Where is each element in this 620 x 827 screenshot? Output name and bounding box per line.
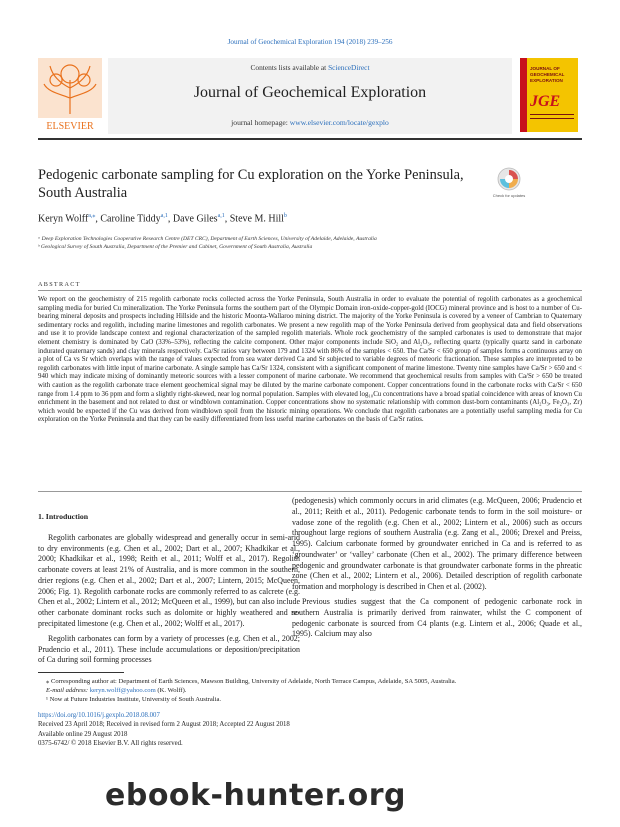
crossmark-label: Check for updates <box>492 193 526 198</box>
doi-link[interactable]: https://doi.org/10.1016/j.gexplo.2018.08.007 <box>38 712 160 719</box>
homepage-line <box>108 118 512 127</box>
affiliations <box>38 235 578 251</box>
available-online: Available online 29 August 2018 <box>38 730 128 738</box>
elsevier-logo <box>38 58 102 132</box>
abstract-label: ABSTRACT <box>38 281 81 288</box>
email-label: E-mail address: <box>46 687 90 694</box>
contents-line <box>108 63 512 72</box>
received-dates: Received 23 April 2018; Received in revised form 2 August 2018; Accepted 22 August 2018 <box>38 721 290 729</box>
affiliation-a: ᵃ Deep Exploration Technologies Cooperative Research Centre (DET CRC), Department of Earth Sciences, University of Adelaide, Adelaide, Australia <box>38 236 377 242</box>
svg-text:JOURNAL OF: JOURNAL OF <box>530 66 560 71</box>
footnotes <box>38 677 582 704</box>
footnote-divider <box>38 672 124 673</box>
body-paragraph: Previous studies suggest that the Ca component of pedogenic carbonate rock in southern Australia is primarily derived from rainwater, whilst the C component of pedogenic carbonate is sourced from C4 plants (e.g. Lintern et al., 2006; Quade et al., 1995). Calcium may also <box>292 597 582 639</box>
author-name[interactable]: Caroline Tiddy <box>100 213 161 225</box>
body-column-right <box>292 496 582 644</box>
homepage-prefix: journal homepage: <box>231 118 290 127</box>
copyright: 0375-6742/ © 2018 Elsevier B.V. All rights reserved. <box>38 740 183 748</box>
author-list: Keryn Wolff$^{a,⁎}$, Caroline Tiddy$^{a,1}$, Dave Giles$^{a,1}$, Steve M. Hill$^b$ <box>38 213 287 225</box>
author-name[interactable]: Keryn Wolff <box>38 213 89 225</box>
body-paragraph: (pedogenesis) which commonly occurs in arid climates (e.g. McQueen, 2006; Prudencio et al., 2011; Reith et al., 2011). Pedogenic carbonate tends to form in the soil moisture- or vadose zone of the regolith (e.g. Chen et al., 2002; Lintern et al., 2006) such as occurs throughout large regions of southern Australia (e.g. Zang et al., 2006; Drexel and Preiss, 1995). Calcium carbonate formed by groundwater enriched in Ca and is referred to as ‘groundwater’ or ‘valley’ carbonate (Chen et al., 2002). The primary difference between pedogenic and groundwater carbonate is that groundwater carbonate forms in the phreatic zone (Chen et al., 2002; Lintern et al., 2006). Detailed description of regolith carbonate formation and morphology is described in Chen et al. (2002). <box>292 496 582 592</box>
abstract-text: We report on the geochemistry of 215 regolith carbonate rocks collected across the Yorke Peninsula, South Australia in order to evaluate the potential of regolith carbonates as a geochemical sampling media for buried Cu mineralization. The Yorke Peninsula forms the southern part of the Olympic Domain iron-oxide-copper-gold (IOCG) mineral province and is host to a number of Cu-bearing mineral deposits and prospects including Hillside and the historic Moonta-Wallaroo mining district. The majority of the Yorke Peninsula is covered by a veneer of Cambrian to Quaternary sedimentary rocks and regolith, including marine limestones and regolith carbonates. We present a new regolith map of the Yorke Peninsula derived from geophysical data and field observations and use it to provide landscape context and regional characterization of the sampled regolith materials. Whole rock geochemistry of the sampled carbonates is used to demonstrate that major element chemistry is dominated by CaO (33%–53%), reflecting the calcite component. Other major components include SiO₂ and Al₂O₃, reflecting quartz (typically quartz sand in carbonate indurated quaternary sands) and clay minerals respectively. Ca/Sr ratios vary between 179 and 1324 with 86% of the samples < 650. The Ca/Sr < 650 group of samples forms a continuous array on a plot of Ca vs Sr which overlaps with the range of values expected from sea water derived Ca and Sr subjected to variable degrees of meteoric fractionation. These samples are interpreted to be regolith carbonates with little input of marine carbonate. A single sample has Ca/Sr 1324, consistent with a significant component of marine limestone. Twenty nine samples have Ca/Sr > 650 and < 940 which may indicate mixing of dominantly meteoric sources with a lesser component of marine carbonate. We recommend that geochemical results from samples with Ca/Sr > 650 be treated with caution as the regolith carbonate trace element geochemical signal may be diluted by the marine carbonate component. Copper concentrations found in the carbonate rocks with Ca/Sr < 650 range from 1.4 ppm to 36 ppm and form a slightly right-skewed, near log normal population. Samples with elevated log₁₀Cu concentrations have a broad spatial coincidence with areas of known Cu enrichment in the basement and not related to dust or windblown contamination. Copper concentrations show no systematic relationship with common dust-born contaminants (Al₂O₃, Fe₂O₃, Zr) which would be expected if the Cu was derived from windblown spoil from the historic mining operations. We conclude that regolith carbonates are a potentially useful sampling media for Cu exploration on the Yorke Peninsula and that they can be easily differentiated from less useful marine carbonates on the basis of Ca/Sr ratios. <box>38 296 582 424</box>
journal-citation[interactable]: Journal of Geochemical Exploration 194 (2018) 239–256 <box>227 38 393 46</box>
abstract-divider <box>38 290 582 291</box>
email-suffix: (K. Wolff). <box>155 687 187 694</box>
footnote-corresponding: ⁎ Corresponding author at: Department of Earth Sciences, Mawson Building, University of Adelaide, North Terrace Campus, Adelaide, SA 5005, Australia. <box>46 678 457 685</box>
header-divider <box>38 138 582 140</box>
section-heading: 1. Introduction <box>38 512 89 521</box>
author-name[interactable]: Dave Giles <box>172 213 218 225</box>
cover-abbr: JGE <box>530 93 561 110</box>
crossmark-badge[interactable] <box>492 166 526 204</box>
svg-text:GEOCHEMICAL: GEOCHEMICAL <box>530 72 565 77</box>
watermark: ebook-hunter.org <box>105 778 406 813</box>
journal-header-box <box>108 58 512 134</box>
body-paragraph: Regolith carbonates can form by a variety of processes (e.g. Chen et al., 2002; Prudencio et al., 2011). These include accumulations or deposition/precipitation of Ca during soil forming processes <box>38 633 300 665</box>
publication-info <box>38 711 582 749</box>
contents-prefix: Contents lists available at <box>250 63 329 72</box>
homepage-link[interactable]: www.elsevier.com/locate/gexplo <box>289 118 389 127</box>
author-name[interactable]: Steve M. Hill <box>229 213 284 225</box>
footnote-email <box>38 686 582 695</box>
author-sup[interactable]: a,⁎ <box>88 213 96 219</box>
author-sup[interactable]: a,1 <box>160 213 168 219</box>
svg-text:EXPLORATION: EXPLORATION <box>530 78 563 83</box>
footnote-1: ¹ Now at Future Industries Institute, University of South Australia. <box>46 696 222 703</box>
publisher-name: ELSEVIER <box>46 121 94 132</box>
abstract-end-divider <box>38 491 582 492</box>
email-link[interactable]: keryn.wolff@yahoo.com <box>89 687 156 694</box>
affiliation-b: ᵇ Geological Survey of South Australia, Department of the Premier and Cabinet, Government of South Australia, Australia <box>38 244 313 250</box>
body-paragraph: Regolith carbonates are globally widespread and generally occur in semi-arid to dry environments (e.g. Chen et al., 2002; Dart et al., 2007; Khadkikar et al., 2000; Khadkikar et al., 1998; Reith et al., 2011; Wolff et al., 2017). Regolith carbonate covers at least 21% of Australia, and is more common in the southern, drier regions (e.g. Chen et al., 2002; Dart et al., 2007; Lintern, 2015; McQueen, 2006; Fig. 1). Regolith carbonate rocks are commonly referred to as calcrete (e.g. Chen et al., 2002; Lintern et al., 2012; McQueen et al., 1999), but can also include other carbonate dominant rocks such as dolomite or highly weathered and re-precipitated limestone (e.g. Chen et al., 2002; Wolff et al., 2017). <box>38 532 300 629</box>
article-title: Pedogenic carbonate sampling for Cu exploration on the Yorke Peninsula, South Australia <box>38 167 464 201</box>
sciencedirect-link[interactable]: ScienceDirect <box>328 63 370 72</box>
journal-cover-image <box>520 58 578 132</box>
author-sup[interactable]: b <box>283 213 287 219</box>
body-column-left <box>38 512 300 670</box>
author-sup[interactable]: a,1 <box>217 213 225 219</box>
journal-name: Journal of Geochemical Exploration <box>193 84 427 101</box>
